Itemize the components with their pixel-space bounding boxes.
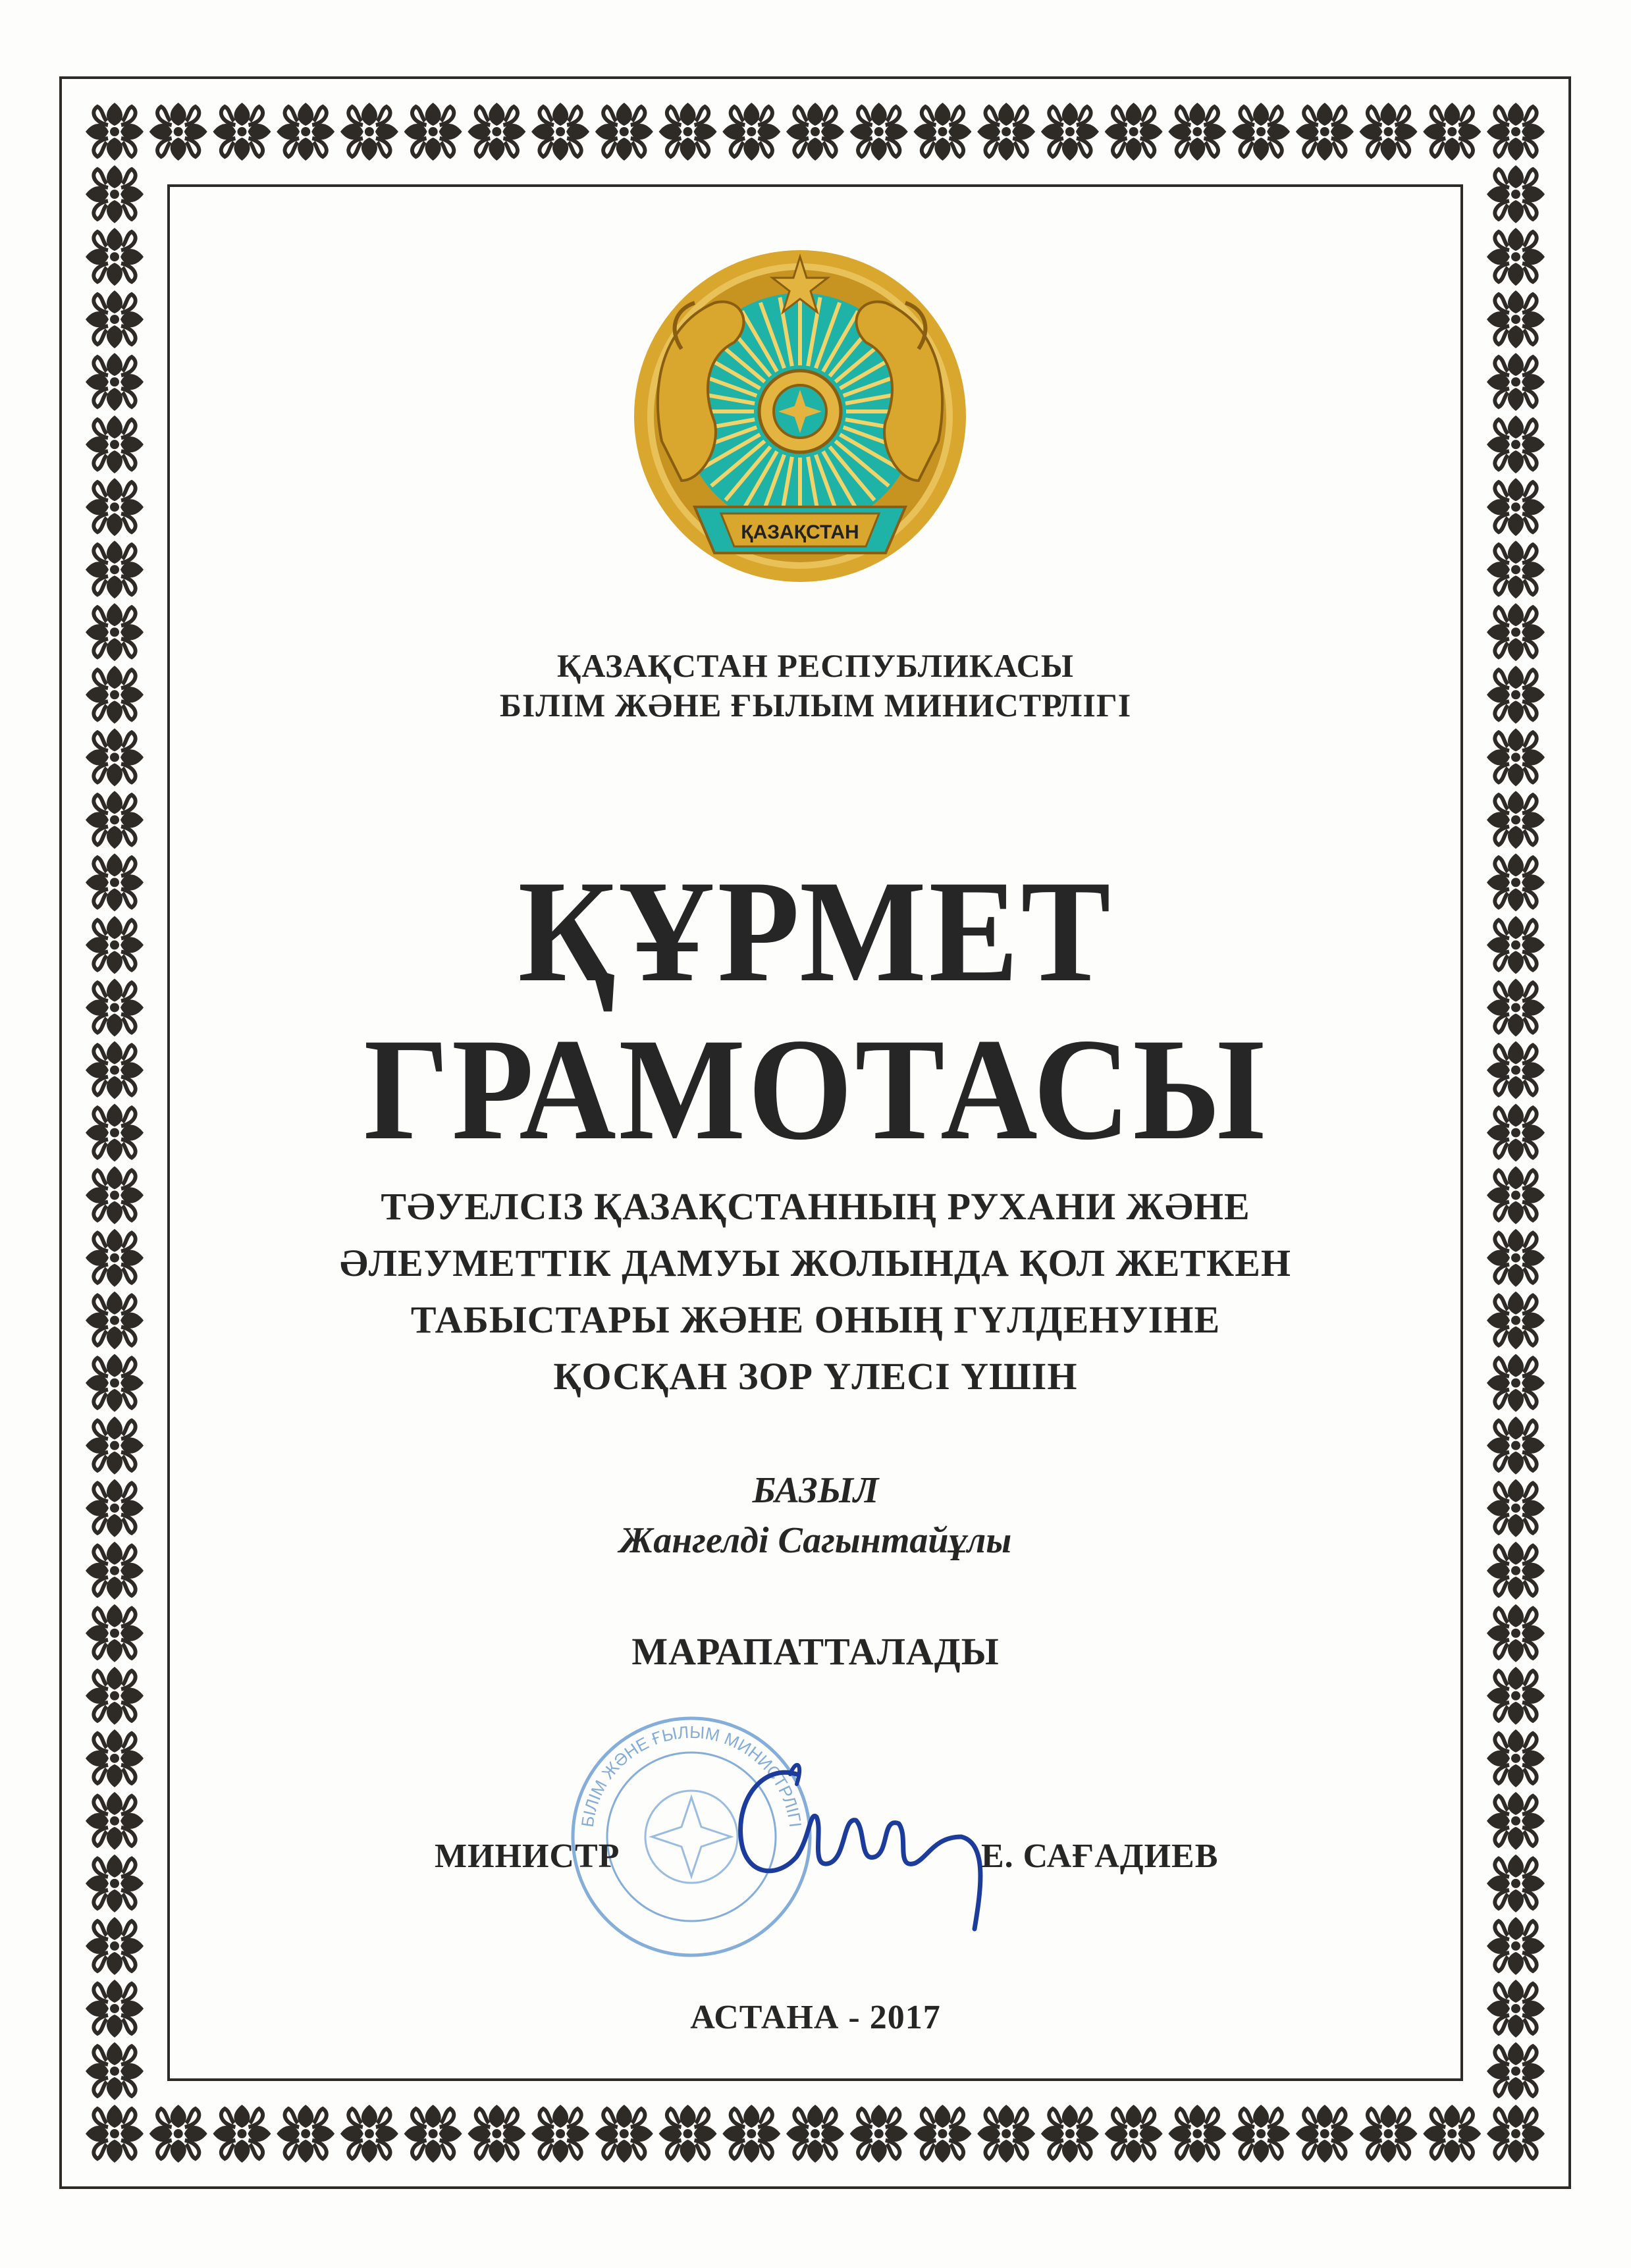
reason-line-4: ҚОСҚАН ЗОР ҮЛЕСІ ҮШІН	[553, 1355, 1078, 1398]
border-ornament	[786, 103, 844, 161]
recipient-given-name: Жангелді Сагынтайұлы	[619, 1520, 1012, 1561]
border-ornament	[1487, 353, 1545, 411]
border-ornament	[86, 1792, 144, 1850]
border-ornament	[86, 228, 144, 286]
border-ornament	[1360, 103, 1418, 161]
border-ornament	[913, 2105, 971, 2163]
border-ornament	[1296, 103, 1354, 161]
border-ornament	[1232, 103, 1290, 161]
signatory-name: Е. САҒАДИЕВ	[981, 1837, 1219, 1875]
border-ornament	[86, 290, 144, 348]
border-ornament	[850, 2105, 908, 2163]
recipient-surname: БАЗЫЛ	[752, 1470, 879, 1511]
border-ornament	[86, 541, 144, 598]
border-ornament	[340, 103, 398, 161]
border-ornament	[1360, 2105, 1418, 2163]
border-ornament	[722, 2105, 780, 2163]
city-year: АСТАНА - 2017	[690, 1999, 941, 2036]
border-ornament	[86, 103, 144, 161]
border-ornament	[1487, 2042, 1545, 2100]
state-emblem	[622, 244, 978, 586]
border-ornament	[86, 2042, 144, 2100]
border-ornament	[1041, 103, 1099, 161]
border-ornament	[86, 1855, 144, 1912]
border-ornament	[1232, 2105, 1290, 2163]
border-ornament	[149, 2105, 207, 2163]
border-ornament	[86, 2105, 144, 2163]
border-ornament	[277, 103, 334, 161]
border-ornament	[149, 103, 207, 161]
border-ornament	[1041, 2105, 1099, 2163]
border-ornament	[1487, 415, 1545, 473]
border-ornament	[531, 103, 589, 161]
border-ornament	[86, 1417, 144, 1475]
border-ornament	[1487, 1417, 1545, 1475]
border-ornament	[1487, 103, 1545, 161]
border-ornament	[595, 103, 653, 161]
handwritten-signature	[711, 1738, 988, 1936]
award-word: МАРАПАТТАЛАДЫ	[631, 1630, 1000, 1673]
border-ornament	[1487, 228, 1545, 286]
border-ornament	[468, 103, 525, 161]
border-ornament	[468, 2105, 525, 2163]
border-ornament	[86, 165, 144, 223]
border-ornament	[1423, 103, 1481, 161]
border-ornament	[1105, 2105, 1163, 2163]
border-ornament	[277, 2105, 334, 2163]
border-ornament	[1105, 103, 1163, 161]
border-ornament	[1487, 1792, 1545, 1850]
border-ornament	[595, 2105, 653, 2163]
stamp-text: БІЛІМ ЖӘНЕ ҒЫЛЫМ МИНИСТРЛІГІ	[577, 1722, 806, 1829]
border-ornament	[1487, 791, 1545, 849]
country-name: ҚАЗАҚСТАН РЕСПУБЛИКАСЫ	[557, 647, 1074, 684]
border-ornament	[86, 415, 144, 473]
border-ornament	[1487, 541, 1545, 598]
border-ornament	[531, 2105, 589, 2163]
border-ornament	[1423, 2105, 1481, 2163]
border-ornament	[340, 2105, 398, 2163]
border-ornament	[86, 353, 144, 411]
border-ornament	[1487, 728, 1545, 786]
reason-line-3: ТАБЫСТАРЫ ЖӘНЕ ОНЫҢ ГҮЛДЕНУІНЕ	[410, 1298, 1221, 1341]
title-line-1: ҚҰРМЕТ	[518, 851, 1113, 1013]
border-ornament	[850, 103, 908, 161]
border-ornament	[722, 103, 780, 161]
border-ornament	[1168, 2105, 1226, 2163]
border-ornament	[1487, 290, 1545, 348]
border-ornament	[977, 103, 1035, 161]
border-ornament	[86, 1667, 144, 1725]
border-ornament	[86, 478, 144, 536]
emblem-ribbon-text: ҚАЗАҚСТАН	[741, 521, 859, 543]
title-line-2: ГРАМОТАСЫ	[363, 1009, 1268, 1171]
border-ornament	[1487, 1917, 1545, 1975]
border-ornament	[86, 1729, 144, 1787]
border-ornament	[659, 2105, 717, 2163]
border-ornament	[213, 2105, 271, 2163]
border-ornament	[86, 791, 144, 849]
border-ornament	[1487, 1667, 1545, 1725]
border-ornament	[659, 103, 717, 161]
border-ornament	[1487, 478, 1545, 536]
border-ornament	[1296, 2105, 1354, 2163]
reason-line-2: ӘЛЕУМЕТТІК ДАМУЫ ЖОЛЫНДА ҚОЛ ЖЕТКЕН	[339, 1242, 1292, 1284]
border-ornament	[1487, 165, 1545, 223]
ministry-name: БІЛІМ ЖӘНЕ ҒЫЛЫМ МИНИСТРЛІГІ	[499, 687, 1132, 724]
reason-line-1: ТӘУЕЛСІЗ ҚАЗАҚСТАННЫҢ РУХАНИ ЖӘНЕ	[381, 1185, 1250, 1228]
signatory-title: МИНИСТР	[435, 1837, 620, 1875]
border-ornament	[977, 2105, 1035, 2163]
border-ornament	[786, 2105, 844, 2163]
border-ornament	[404, 103, 462, 161]
border-ornament	[913, 103, 971, 161]
border-ornament	[1168, 103, 1226, 161]
border-ornament	[86, 728, 144, 786]
border-ornament	[1487, 2105, 1545, 2163]
border-ornament	[213, 103, 271, 161]
border-ornament	[86, 1917, 144, 1975]
border-ornament	[1487, 1729, 1545, 1787]
border-ornament	[1487, 1855, 1545, 1912]
border-ornament	[404, 2105, 462, 2163]
